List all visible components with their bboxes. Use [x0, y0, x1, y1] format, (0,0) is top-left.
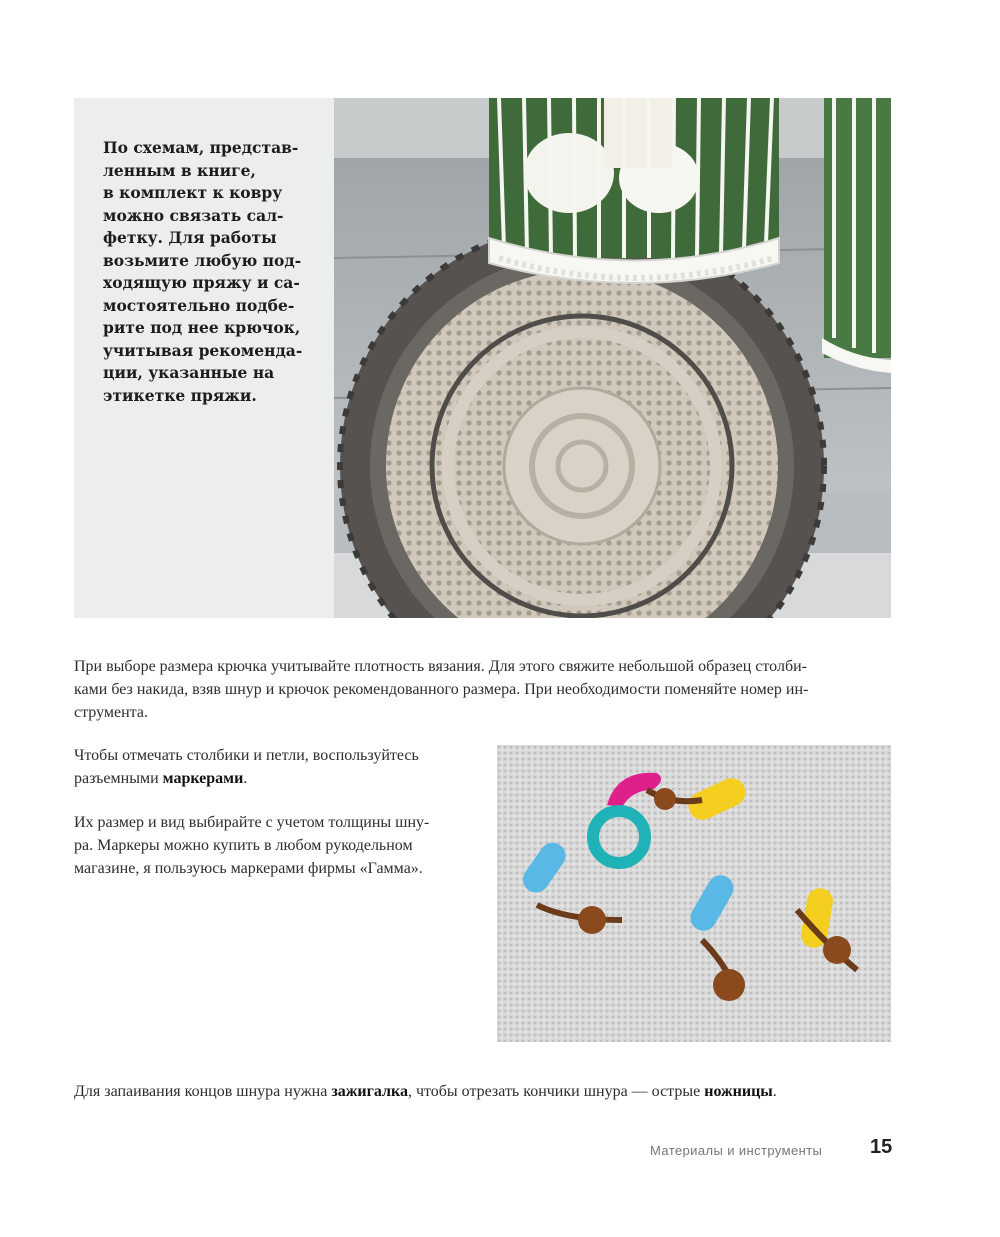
- sidebar-line: ходящую пряжу и са-: [103, 273, 300, 292]
- stitch-markers-photo: [497, 745, 891, 1042]
- sidebar-line: этикетке пряжи.: [103, 385, 257, 405]
- sidebar-line: ленным в книге,: [103, 160, 256, 180]
- paragraph-line: струмента.: [74, 704, 148, 721]
- lantern-right: [822, 98, 891, 373]
- paragraph-line: ками без накида, взяв шнур и крючок рекомендованного размера. При необходимости поменяйте номер ин-: [74, 681, 809, 698]
- sidebar-line: в комплект к ковру: [103, 183, 283, 202]
- paragraph-text: разъемными: [74, 770, 163, 787]
- sidebar-line: возьмите любую под-: [103, 250, 302, 270]
- paragraph-text: , чтобы отрезать кончики шнура — острые: [407, 1083, 705, 1100]
- markers-illustration: [497, 745, 891, 1042]
- paragraph-marker-choice: [74, 811, 454, 880]
- crochet-doily-photo: [334, 98, 891, 618]
- paragraph-text: Для запаивания концов шнура нужна: [74, 1083, 332, 1100]
- sidebar-line: рите под нее крючок,: [103, 318, 301, 337]
- bold-term-scissors: ножницы: [704, 1083, 773, 1100]
- paragraph-line: ра. Маркеры можно купить в любом рукодельном: [74, 837, 413, 854]
- sidebar-line: ции, указанные на: [103, 363, 275, 382]
- paragraph-hook-size: [74, 655, 892, 724]
- paragraph-line: Чтобы отмечать столбики и петли, воспользуйтесь: [74, 747, 419, 764]
- doily-illustration: [334, 98, 891, 618]
- paragraph-line: При выборе размера крючка учитывайте плотность вязания. Для этого свяжите небольшой образец столби-: [74, 658, 807, 675]
- bold-term-markers: маркерами: [162, 770, 244, 787]
- sidebar-line: По схемам, представ-: [103, 138, 299, 157]
- page-number: 15: [870, 1136, 893, 1158]
- footer-section-title: Материалы и инструменты: [650, 1143, 823, 1158]
- sidebar-note: [103, 137, 313, 407]
- paragraph-markers: [74, 744, 454, 790]
- sidebar-line: мостоятельно подбе-: [103, 295, 295, 315]
- paragraph-text: .: [243, 770, 248, 787]
- paragraph-text: .: [772, 1083, 777, 1100]
- paragraph-line: магазине, я пользуюсь маркерами фирмы «Гамма».: [74, 860, 423, 877]
- lantern: [489, 98, 779, 283]
- sidebar-line: фетку. Для работы: [103, 228, 277, 247]
- sidebar-line: учитывая рекоменда-: [103, 340, 303, 360]
- paragraph-line: Их размер и вид выбирайте с учетом толщины шну-: [74, 814, 430, 831]
- paragraph-tools: [74, 1080, 894, 1103]
- sidebar-line: можно связать сал-: [103, 205, 284, 225]
- bold-term-lighter: зажигалка: [331, 1083, 408, 1100]
